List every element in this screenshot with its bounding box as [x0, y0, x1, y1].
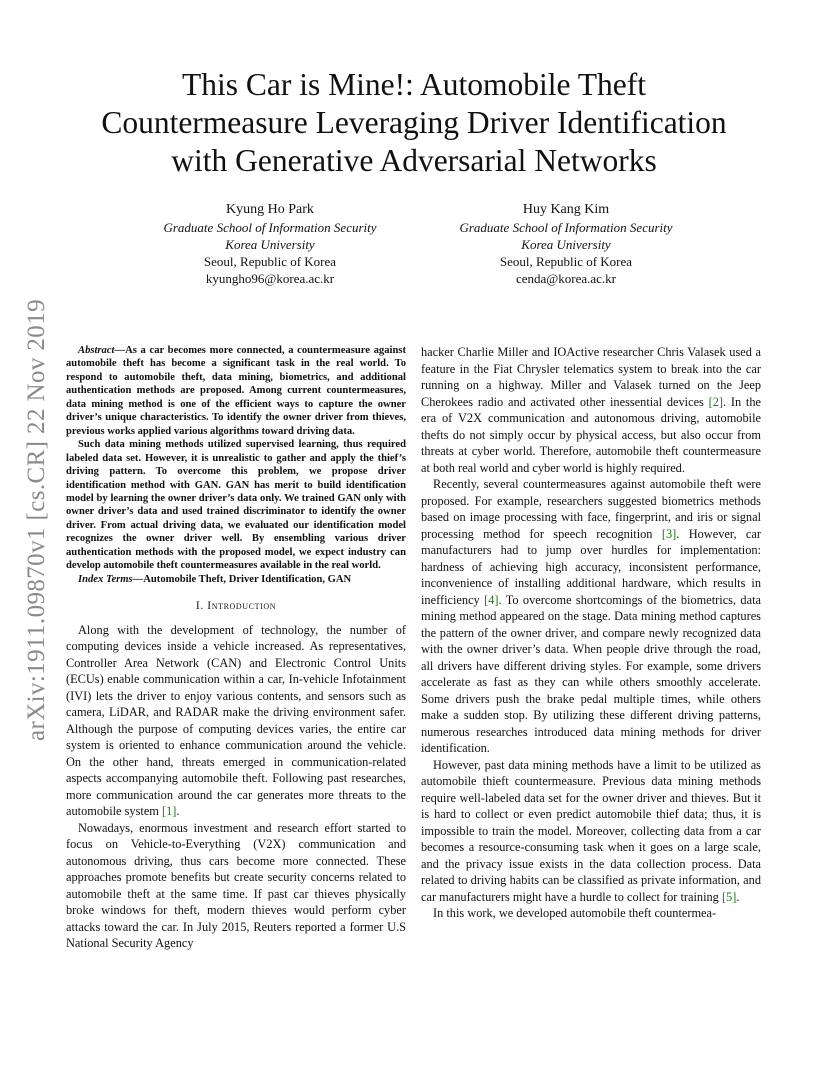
- author-name: Huy Kang Kim: [522, 202, 610, 217]
- author-email: cenda@korea.ac.kr: [515, 271, 617, 286]
- text-run: . To overcome shortcomings of the biometrics, data mining method appeared on the stage. Data mining method captures the pattern of the owner driver, and compare newly recognized data with the owner driver’s data. When people drive through the road, all drivers have different driving styles. For example, some drivers accelerate as fast as they can while others smoothly accelerate. Some drivers push the brake pedal multiple times, while others make a sudden stop. By utilizing these different driving patterns, numerous researches introduced data mining methods for driver identification.: [421, 592, 761, 755]
- author-block-1: [120, 201, 420, 287]
- author-affiliation: Graduate School of Information Security: [163, 220, 377, 235]
- author-university: Korea University: [521, 237, 611, 252]
- title-line: This Car is Mine!: Automobile Theft: [182, 67, 646, 102]
- citation-link[interactable]: [3]: [661, 526, 677, 541]
- index-terms: —Automobile Theft, Driver Identification, GAN: [132, 573, 352, 585]
- citation-link[interactable]: [1]: [162, 804, 177, 819]
- author-name: Kyung Ho Park: [226, 202, 314, 217]
- intro-paragraph-1: [66, 622, 406, 820]
- intro-paragraph-5: In this work, we developed automobile theft countermea-: [433, 906, 717, 920]
- abstract: [66, 344, 406, 586]
- author-affiliation: Graduate School of Information Security: [459, 220, 673, 235]
- paper-title: [40, 66, 788, 180]
- abstract-lead: Abstract: [78, 345, 115, 356]
- section-number: I.: [195, 600, 204, 613]
- author-block-2: [416, 201, 716, 287]
- author-location: Seoul, Republic of Korea: [499, 254, 633, 269]
- intro-body-left: [66, 622, 406, 952]
- section-heading-introduction: [66, 598, 406, 615]
- intro-paragraph-4: [421, 757, 761, 906]
- text-run: . However, car manufacturers had to jump over hurdles for implementation: hardness of achieving high accuracy, inconsistent performance, inconvenience of installing additional hardware, which results in inefficiency: [421, 526, 761, 607]
- text-run: .: [736, 889, 740, 904]
- citation-link[interactable]: [4]: [484, 592, 499, 607]
- text-run: . In the era of V2X communication and autonomous driving, automobile thefts do not simply occur by physical access, but also occur from threats at cyber world. Therefore, automobile theft countermeasure at both real world and cyber world is highly required.: [421, 394, 761, 475]
- abstract-paragraph-2: Such data mining methods utilized supervised learning, thus required labeled data set. However, it is unrealistic to gather and apply the thief’s driving pattern. To overcome this problem, we propose driver identification method with GAN. GAN has merit to build identification model by learning the owner driver’s data only. We trained GAN only with owner driver’s data and used trained discriminator to identify the owner driver. From actual driving data, we evaluated our identification model recognizes the owner driver well. By ensembling various driver authentication methods with the proposed model, we expect industry can develop automobile theft countermeasures available in the real world.: [66, 439, 406, 572]
- intro-body-right: [421, 344, 761, 922]
- citation-link[interactable]: [2]: [708, 394, 724, 409]
- left-column: [66, 344, 406, 952]
- author-email: kyungho96@korea.ac.kr: [205, 271, 335, 286]
- arxiv-identifier-text: arXiv:1911.09870v1 [cs.CR] 22 Nov 2019: [23, 298, 50, 742]
- index-terms-lead: Index Terms: [78, 573, 133, 585]
- section-title: Introduction: [207, 600, 277, 613]
- right-column: [421, 344, 761, 922]
- intro-paragraph-2: Nowadays, enormous investment and research effort started to focus on Vehicle-to-Everything (V2X) communication and autonomous driving, thus cars become more connected. These approaches promote benefits but create security concerns related to automobile theft at the same time. If past car thieves physically broke windows for theft, modern thieves would perform cyber attacks toward the car. In July 2015, Reuters reported a former U.S National Security Agency: [66, 820, 406, 951]
- title-line: with Generative Adversarial Networks: [171, 143, 657, 178]
- text-run: hacker Charlie Miller and IOActive researcher Chris Valasek used a feature in the Fiat Chrysler telematics system to break into the car running on a highway. Miller and Valasek turned on the Jeep Cherokees radio and activated other inessential devices: [421, 345, 761, 409]
- intro-paragraph-3: [421, 476, 761, 757]
- text-run: However, past data mining methods have a limit to be utilized as automobile thieft countermeasure. Previous data mining methods require well-labeled data set for the owner driver and thieves. But it is hard to collect or even predict automobile thief data; thus, it is impossible to train the model. Moreover, collecting data from a car becomes a resource-consuming task when it goes on a large scale, and the privacy issue exists in the data collection process. Data related to driving habits can be classified as private information, and car manufacturers might have a hurdle to collect for training: [421, 757, 761, 904]
- abstract-paragraph-1: —As a car becomes more connected, a countermeasure against automobile theft has become a significant task in the real world. To respond to automobile theft, data mining, biometrics, and additional authentication methods are proposed. Among current countermeasures, data mining method is one of the efficient ways to capture the owner driver’s unique characteristics. To identify the owner driver from thieves, previous works applied various algorithms toward driving data.: [66, 345, 406, 437]
- text-run: Recently, several countermeasures against automobile theft were proposed. For example, researchers suggested biometrics methods based on image processing with face, fingerprint, and iris or signal processing method for speech recognition: [421, 477, 761, 541]
- text-run: .: [176, 804, 180, 819]
- intro-paragraph-2-continued: [421, 344, 761, 476]
- text-run: Along with the development of technology, the number of computing devices inside a vehicle increased. As representatives, Controller Area Network (CAN) and Electronic Control Units (ECUs) enable communication within a car, In-vehicle Infotainment (IVI) lets the driver to enjoy various contents, and sensors such as camera, LiDAR, and RADAR make the driving environment safer. Although the purpose of computing devices varies, the entire car system is oriented to enhance communication around the vehicle. On the other hand, threats emerged in communication-related aspects accompanying automobile theft. Following past researches, more communication around the car generates more threats to the automobile system: [66, 622, 406, 819]
- author-location: Seoul, Republic of Korea: [203, 254, 337, 269]
- author-university: Korea University: [225, 237, 315, 252]
- citation-link[interactable]: [5]: [721, 889, 737, 904]
- title-line: Countermeasure Leveraging Driver Identification: [101, 105, 727, 140]
- arxiv-identifier-stamp: [22, 282, 52, 758]
